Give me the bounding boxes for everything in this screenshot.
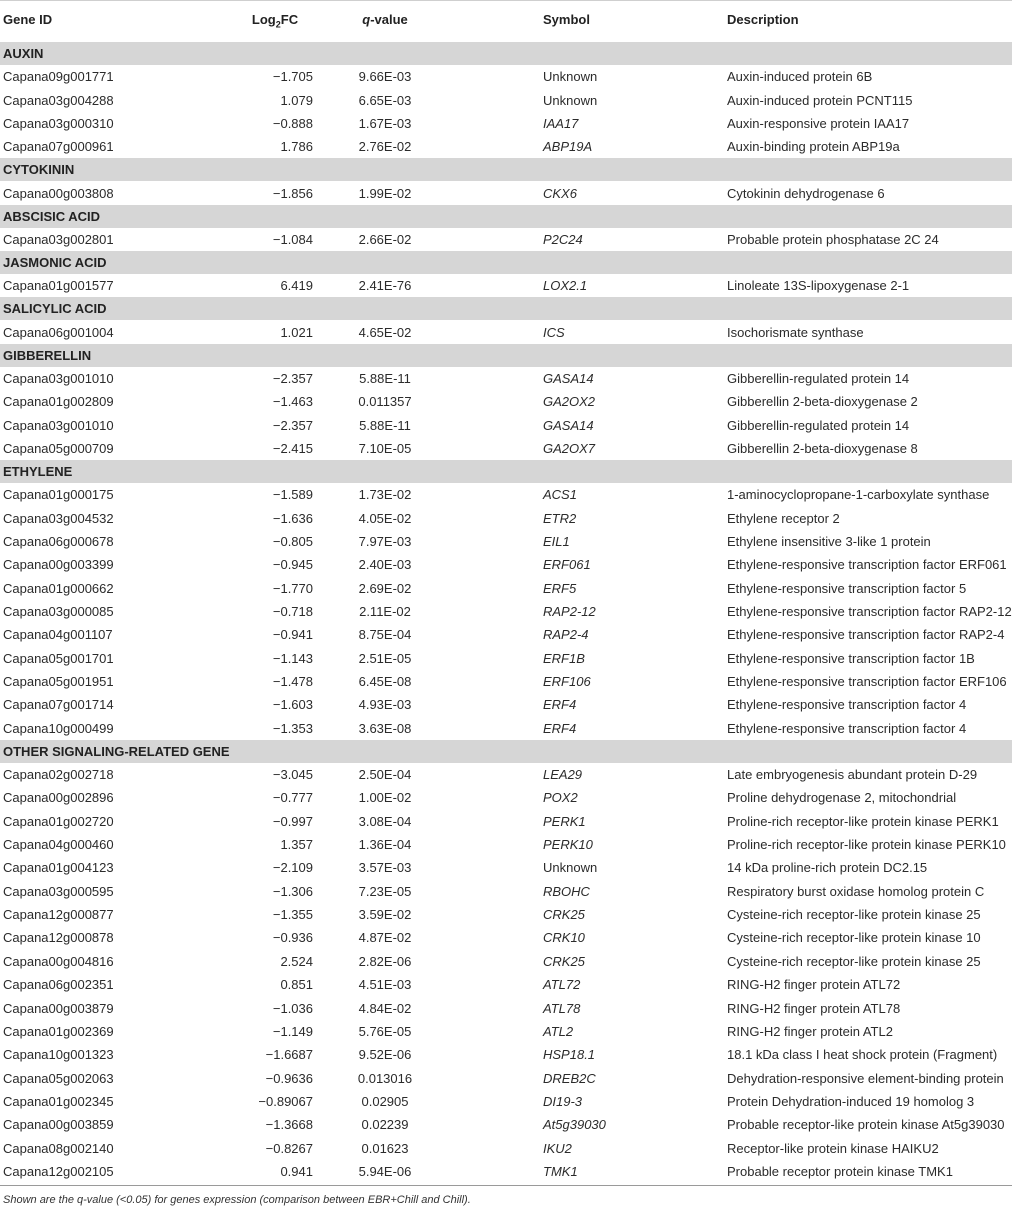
symbol-cell: GASA14 bbox=[543, 370, 594, 386]
symbol-cell: GA2OX2 bbox=[543, 394, 596, 410]
description-cell: Cysteine-rich receptor-like protein kinase 25 bbox=[727, 953, 981, 969]
description-cell: Cysteine-rich receptor-like protein kinase 10 bbox=[727, 930, 981, 946]
qvalue-cell: 4.84E-02 bbox=[358, 1000, 412, 1016]
gene-id-cell: Capana08g002140 bbox=[3, 1140, 114, 1156]
qvalue-cell: 0.02905 bbox=[361, 1093, 409, 1109]
symbol-cell: ATL78 bbox=[543, 1000, 581, 1016]
table-row bbox=[0, 763, 1012, 786]
gene-id-cell: Capana01g000175 bbox=[3, 487, 114, 503]
log2fc-cell: −1.589 bbox=[272, 487, 313, 503]
header-qvalue-suffix: -value bbox=[370, 12, 408, 27]
log2fc-cell: −1.705 bbox=[272, 69, 313, 85]
gene-id-cell: Capana10g001323 bbox=[3, 1047, 114, 1063]
gene-id-cell: Capana03g004288 bbox=[3, 92, 114, 108]
table-row bbox=[0, 1136, 1012, 1159]
description-cell: Probable receptor-like protein kinase At5g39030 bbox=[727, 1117, 1005, 1133]
description-cell: Auxin-binding protein ABP19a bbox=[727, 139, 900, 155]
header-gene-id: Gene ID bbox=[0, 1, 205, 43]
qvalue-cell: 5.94E-06 bbox=[358, 1163, 412, 1179]
table-row bbox=[0, 530, 1012, 553]
section-title: ABSCISIC ACID bbox=[0, 205, 1012, 228]
table-row bbox=[0, 553, 1012, 576]
description-cell: Gibberellin 2-beta-dioxygenase 2 bbox=[727, 394, 918, 410]
gene-id-cell: Capana04g001107 bbox=[3, 627, 113, 643]
table-row bbox=[0, 367, 1012, 390]
description-cell: 14 kDa proline-rich protein DC2.15 bbox=[727, 860, 928, 876]
log2fc-cell: 0.941 bbox=[280, 1163, 313, 1179]
symbol-cell: GA2OX7 bbox=[543, 440, 596, 456]
symbol-cell: ABP19A bbox=[543, 139, 593, 155]
log2fc-cell: 1.079 bbox=[280, 92, 313, 108]
gene-id-cell: Capana03g001010 bbox=[3, 370, 114, 386]
symbol-cell: ERF1B bbox=[543, 650, 585, 666]
description-cell: Probable receptor protein kinase TMK1 bbox=[727, 1163, 953, 1179]
log2fc-cell: −0.8267 bbox=[265, 1140, 313, 1156]
gene-id-cell: Capana10g000499 bbox=[3, 720, 114, 736]
qvalue-cell: 5.88E-11 bbox=[359, 417, 411, 433]
log2fc-cell: −1.036 bbox=[272, 1000, 313, 1016]
description-cell: Ethylene receptor 2 bbox=[727, 510, 840, 526]
gene-id-cell: Capana03g001010 bbox=[3, 417, 114, 433]
log2fc-cell: −1.3668 bbox=[265, 1117, 313, 1133]
table-row bbox=[0, 577, 1012, 600]
log2fc-cell: −1.478 bbox=[272, 674, 313, 690]
symbol-cell: LOX2.1 bbox=[543, 278, 588, 294]
gene-id-cell: Capana05g000709 bbox=[3, 440, 114, 456]
table-row bbox=[0, 1160, 1012, 1183]
symbol-cell: TMK1 bbox=[543, 1163, 578, 1179]
table-row bbox=[0, 274, 1012, 297]
gene-id-cell: Capana00g003859 bbox=[3, 1117, 114, 1133]
symbol-cell: ERF4 bbox=[543, 697, 577, 713]
table-row bbox=[0, 786, 1012, 809]
description-cell: Proline dehydrogenase 2, mitochondrial bbox=[727, 790, 957, 806]
symbol-cell: CKX6 bbox=[543, 185, 577, 201]
table-row bbox=[0, 670, 1012, 693]
description-cell: Late embryogenesis abundant protein D-29 bbox=[727, 767, 978, 783]
description-cell: Ethylene insensitive 3-like 1 protein bbox=[727, 533, 931, 549]
symbol-cell: Unknown bbox=[543, 92, 598, 108]
qvalue-cell: 4.05E-02 bbox=[358, 510, 412, 526]
header-log2fc-sub: 2 bbox=[275, 19, 281, 30]
table-row bbox=[0, 413, 1012, 436]
qvalue-cell: 8.75E-04 bbox=[358, 627, 412, 643]
qvalue-cell: 3.59E-02 bbox=[358, 907, 412, 923]
gene-id-cell: Capana12g000877 bbox=[3, 907, 114, 923]
table-header bbox=[0, 1, 1012, 43]
symbol-cell: DREB2C bbox=[543, 1070, 596, 1086]
symbol-cell: HSP18.1 bbox=[543, 1047, 596, 1063]
log2fc-cell: 0.851 bbox=[280, 977, 313, 993]
description-cell: Ethylene-responsive transcription factor 4 bbox=[727, 697, 967, 713]
table-row bbox=[0, 926, 1012, 949]
table-row bbox=[0, 112, 1012, 135]
qvalue-cell: 2.11E-02 bbox=[359, 604, 411, 620]
qvalue-cell: 7.23E-05 bbox=[358, 883, 412, 899]
symbol-cell: GASA14 bbox=[543, 417, 594, 433]
description-cell: Gibberellin 2-beta-dioxygenase 8 bbox=[727, 440, 918, 456]
symbol-cell: RBOHC bbox=[543, 883, 590, 899]
gene-id-cell: Capana01g002809 bbox=[3, 394, 114, 410]
description-cell: RING-H2 finger protein ATL72 bbox=[727, 977, 901, 993]
symbol-cell: IKU2 bbox=[543, 1140, 572, 1156]
description-cell: Probable protein phosphatase 2C 24 bbox=[727, 231, 939, 247]
log2fc-cell: −1.603 bbox=[272, 697, 313, 713]
gene-id-cell: Capana00g003808 bbox=[3, 185, 114, 201]
qvalue-cell: 3.63E-08 bbox=[358, 720, 412, 736]
symbol-cell: ACS1 bbox=[543, 487, 577, 503]
header-qvalue bbox=[315, 1, 485, 43]
description-cell: Respiratory burst oxidase homolog protein C bbox=[727, 883, 985, 899]
qvalue-cell: 2.69E-02 bbox=[358, 580, 412, 596]
log2fc-cell: −0.805 bbox=[272, 533, 313, 549]
description-cell: Dehydration-responsive element-binding protein bbox=[727, 1070, 1004, 1086]
header-log2fc-suffix: FC bbox=[280, 12, 299, 27]
symbol-cell: CRK10 bbox=[543, 930, 585, 946]
log2fc-cell: −0.945 bbox=[272, 557, 313, 573]
symbol-cell: ETR2 bbox=[543, 510, 577, 526]
qvalue-cell: 2.66E-02 bbox=[358, 231, 412, 247]
section-header-row bbox=[0, 740, 1012, 763]
qvalue-cell: 4.93E-03 bbox=[358, 697, 412, 713]
log2fc-cell: −1.306 bbox=[272, 883, 313, 899]
symbol-cell: IAA17 bbox=[543, 115, 579, 131]
section-title: JASMONIC ACID bbox=[0, 251, 1012, 274]
qvalue-cell: 4.65E-02 bbox=[358, 324, 412, 340]
symbol-cell: LEA29 bbox=[543, 767, 583, 783]
gene-id-cell: Capana03g000595 bbox=[3, 883, 114, 899]
log2fc-cell: −0.888 bbox=[272, 115, 313, 131]
description-cell: Ethylene-responsive transcription factor ERF106 bbox=[727, 674, 1007, 690]
header-qvalue-q: q bbox=[362, 12, 371, 27]
table-row bbox=[0, 810, 1012, 833]
table-row bbox=[0, 483, 1012, 506]
qvalue-cell: 6.65E-03 bbox=[358, 92, 412, 108]
qvalue-cell: 7.10E-05 bbox=[358, 440, 412, 456]
table-row bbox=[0, 996, 1012, 1019]
table-row bbox=[0, 390, 1012, 413]
table-row bbox=[0, 950, 1012, 973]
gene-id-cell: Capana03g000310 bbox=[3, 115, 114, 131]
table-row bbox=[0, 623, 1012, 646]
description-cell: RING-H2 finger protein ATL2 bbox=[727, 1023, 893, 1039]
gene-id-cell: Capana06g001004 bbox=[3, 324, 114, 340]
gene-id-cell: Capana01g001577 bbox=[3, 278, 114, 294]
log2fc-cell: −1.084 bbox=[272, 231, 313, 247]
log2fc-cell: −0.777 bbox=[272, 790, 313, 806]
description-cell: Ethylene-responsive transcription factor 4 bbox=[727, 720, 967, 736]
symbol-cell: At5g39030 bbox=[543, 1117, 606, 1133]
section-title: ETHYLENE bbox=[0, 460, 1012, 483]
description-cell: Ethylene-responsive transcription factor RAP2-4 bbox=[727, 627, 1005, 643]
description-cell: RING-H2 finger protein ATL78 bbox=[727, 1000, 901, 1016]
symbol-cell: ICS bbox=[543, 324, 565, 340]
symbol-cell: ATL72 bbox=[543, 977, 581, 993]
log2fc-cell: −0.936 bbox=[272, 930, 313, 946]
log2fc-cell: −0.941 bbox=[272, 627, 313, 643]
table-row bbox=[0, 1066, 1012, 1089]
section-header-row bbox=[0, 251, 1012, 274]
description-cell: Gibberellin-regulated protein 14 bbox=[727, 417, 910, 433]
qvalue-cell: 1.73E-02 bbox=[358, 487, 412, 503]
gene-id-cell: Capana02g002718 bbox=[3, 767, 114, 783]
qvalue-cell: 0.011357 bbox=[358, 394, 412, 410]
qvalue-cell: 0.02239 bbox=[361, 1117, 409, 1133]
symbol-cell: Unknown bbox=[543, 69, 598, 85]
gene-id-cell: Capana00g004816 bbox=[3, 953, 114, 969]
gene-id-cell: Capana12g000878 bbox=[3, 930, 114, 946]
log2fc-cell: −1.463 bbox=[272, 394, 313, 410]
table-row bbox=[0, 973, 1012, 996]
section-header-row bbox=[0, 158, 1012, 181]
qvalue-cell: 0.013016 bbox=[357, 1070, 413, 1086]
section-title: OTHER SIGNALING-RELATED GENE bbox=[0, 740, 1012, 763]
symbol-cell: ATL2 bbox=[543, 1023, 574, 1039]
description-cell: Ethylene-responsive transcription factor 5 bbox=[727, 580, 967, 596]
log2fc-cell: 1.357 bbox=[280, 837, 313, 853]
symbol-cell: ERF4 bbox=[543, 720, 577, 736]
gene-id-cell: Capana07g001714 bbox=[3, 697, 114, 713]
description-cell: Cytokinin dehydrogenase 6 bbox=[727, 185, 885, 201]
qvalue-cell: 4.87E-02 bbox=[358, 930, 412, 946]
qvalue-cell: 7.97E-03 bbox=[358, 533, 412, 549]
symbol-cell: DI19-3 bbox=[543, 1093, 583, 1109]
description-cell: 18.1 kDa class I heat shock protein (Fragment) bbox=[727, 1047, 998, 1063]
table-row bbox=[0, 437, 1012, 460]
table-row bbox=[0, 903, 1012, 926]
qvalue-cell: 1.36E-04 bbox=[358, 837, 412, 853]
gene-id-cell: Capana09g001771 bbox=[3, 69, 114, 85]
log2fc-cell: −1.353 bbox=[272, 720, 313, 736]
section-header-row bbox=[0, 205, 1012, 228]
description-cell: Linoleate 13S-lipoxygenase 2-1 bbox=[727, 278, 910, 294]
symbol-cell: ERF106 bbox=[543, 674, 591, 690]
log2fc-cell: −2.357 bbox=[272, 370, 313, 386]
qvalue-cell: 2.76E-02 bbox=[358, 139, 412, 155]
table-row bbox=[0, 506, 1012, 529]
qvalue-cell: 4.51E-03 bbox=[358, 977, 412, 993]
gene-id-cell: Capana01g002369 bbox=[3, 1023, 114, 1039]
qvalue-cell: 5.88E-11 bbox=[359, 370, 411, 386]
table-row bbox=[0, 600, 1012, 623]
description-cell: Ethylene-responsive transcription factor ERF061 bbox=[727, 557, 1007, 573]
log2fc-cell: 1.786 bbox=[280, 139, 313, 155]
table-row bbox=[0, 135, 1012, 158]
symbol-cell: ERF5 bbox=[543, 580, 577, 596]
log2fc-cell: −1.636 bbox=[272, 510, 313, 526]
gene-id-cell: Capana01g000662 bbox=[3, 580, 114, 596]
symbol-cell: RAP2-4 bbox=[543, 627, 589, 643]
table-footnote: Shown are the q-value (<0.05) for genes expression (comparison between EBR+Chill and Chill). bbox=[0, 1185, 1012, 1206]
table-row bbox=[0, 1090, 1012, 1113]
symbol-cell: P2C24 bbox=[543, 231, 583, 247]
table-row bbox=[0, 228, 1012, 251]
log2fc-cell: −0.997 bbox=[272, 813, 313, 829]
description-cell: Receptor-like protein kinase HAIKU2 bbox=[727, 1140, 939, 1156]
symbol-cell: POX2 bbox=[543, 790, 578, 806]
log2fc-cell: −1.770 bbox=[272, 580, 313, 596]
log2fc-cell: −1.355 bbox=[272, 907, 313, 923]
section-title: GIBBERELLIN bbox=[0, 344, 1012, 367]
table-row bbox=[0, 65, 1012, 88]
symbol-cell: PERK10 bbox=[543, 837, 593, 853]
gene-id-cell: Capana07g000961 bbox=[3, 139, 114, 155]
description-cell: Auxin-responsive protein IAA17 bbox=[727, 115, 910, 131]
table-row bbox=[0, 1043, 1012, 1066]
section-title: SALICYLIC ACID bbox=[0, 297, 1012, 320]
description-cell: Isochorismate synthase bbox=[727, 324, 864, 340]
section-header-row bbox=[0, 297, 1012, 320]
log2fc-cell: 2.524 bbox=[280, 953, 313, 969]
symbol-cell: EIL1 bbox=[543, 533, 570, 549]
section-title: AUXIN bbox=[0, 42, 1012, 65]
qvalue-cell: 9.66E-03 bbox=[358, 69, 412, 85]
log2fc-cell: −2.357 bbox=[272, 417, 313, 433]
table-row bbox=[0, 647, 1012, 670]
description-cell: Proline-rich receptor-like protein kinase PERK1 bbox=[727, 813, 999, 829]
gene-id-cell: Capana03g004532 bbox=[3, 510, 114, 526]
description-cell: Ethylene-responsive transcription factor 1B bbox=[727, 650, 975, 666]
table-row bbox=[0, 181, 1012, 204]
gene-id-cell: Capana00g003879 bbox=[3, 1000, 114, 1016]
description-cell: Auxin-induced protein PCNT115 bbox=[727, 92, 913, 108]
header-description: Description bbox=[715, 1, 1012, 43]
section-header-row bbox=[0, 42, 1012, 65]
description-cell: Protein Dehydration-induced 19 homolog 3 bbox=[727, 1093, 975, 1109]
gene-id-cell: Capana05g001701 bbox=[3, 650, 114, 666]
log2fc-cell: −0.718 bbox=[272, 604, 313, 620]
gene-id-cell: Capana03g002801 bbox=[3, 231, 114, 247]
log2fc-cell: −0.9636 bbox=[265, 1070, 313, 1086]
header-row bbox=[0, 1, 1012, 43]
log2fc-cell: −2.109 bbox=[272, 860, 313, 876]
header-log2fc-base: Log bbox=[251, 12, 276, 27]
description-cell: 1-aminocyclopropane-1-carboxylate synthase bbox=[727, 487, 990, 503]
table-row bbox=[0, 833, 1012, 856]
qvalue-cell: 1.67E-03 bbox=[358, 115, 412, 131]
table-row bbox=[0, 88, 1012, 111]
gene-id-cell: Capana12g002105 bbox=[3, 1163, 114, 1179]
qvalue-cell: 9.52E-06 bbox=[358, 1047, 412, 1063]
table-row bbox=[0, 693, 1012, 716]
table-row bbox=[0, 880, 1012, 903]
qvalue-cell: 2.40E-03 bbox=[358, 557, 412, 573]
log2fc-cell: −1.149 bbox=[272, 1023, 313, 1039]
qvalue-cell: 2.41E-76 bbox=[358, 278, 412, 294]
symbol-cell: PERK1 bbox=[543, 813, 586, 829]
log2fc-cell: 6.419 bbox=[280, 278, 313, 294]
description-cell: Cysteine-rich receptor-like protein kinase 25 bbox=[727, 907, 981, 923]
section-header-row bbox=[0, 344, 1012, 367]
gene-id-cell: Capana03g000085 bbox=[3, 604, 114, 620]
table-row bbox=[0, 1020, 1012, 1043]
description-cell: Proline-rich receptor-like protein kinase PERK10 bbox=[727, 837, 1006, 853]
qvalue-cell: 1.00E-02 bbox=[358, 790, 412, 806]
symbol-cell: ERF061 bbox=[543, 557, 591, 573]
gene-id-cell: Capana00g003399 bbox=[3, 557, 114, 573]
gene-id-cell: Capana00g002896 bbox=[3, 790, 114, 806]
table-row bbox=[0, 320, 1012, 343]
description-cell: Ethylene-responsive transcription factor RAP2-12 bbox=[727, 604, 1012, 620]
qvalue-cell: 1.99E-02 bbox=[358, 185, 412, 201]
qvalue-cell: 2.50E-04 bbox=[358, 767, 412, 783]
description-cell: Gibberellin-regulated protein 14 bbox=[727, 370, 910, 386]
header-symbol: Symbol bbox=[485, 1, 715, 43]
log2fc-cell: −1.143 bbox=[272, 650, 313, 666]
log2fc-cell: −2.415 bbox=[272, 440, 313, 456]
table-row bbox=[0, 1113, 1012, 1136]
log2fc-cell: −1.856 bbox=[272, 185, 313, 201]
table-row bbox=[0, 856, 1012, 879]
qvalue-cell: 6.45E-08 bbox=[358, 674, 412, 690]
symbol-cell: Unknown bbox=[543, 860, 598, 876]
qvalue-cell: 0.01623 bbox=[361, 1140, 409, 1156]
qvalue-cell: 3.57E-03 bbox=[358, 860, 412, 876]
log2fc-cell: 1.021 bbox=[280, 324, 313, 340]
gene-id-cell: Capana04g000460 bbox=[3, 837, 114, 853]
gene-id-cell: Capana01g004123 bbox=[3, 860, 114, 876]
qvalue-cell: 2.51E-05 bbox=[358, 650, 412, 666]
description-cell: Auxin-induced protein 6B bbox=[727, 69, 873, 85]
section-header-row bbox=[0, 460, 1012, 483]
gene-id-cell: Capana01g002345 bbox=[3, 1093, 114, 1109]
gene-id-cell: Capana01g002720 bbox=[3, 813, 114, 829]
section-title: CYTOKININ bbox=[0, 158, 1012, 181]
gene-id-cell: Capana05g002063 bbox=[3, 1070, 114, 1086]
qvalue-cell: 2.82E-06 bbox=[358, 953, 412, 969]
symbol-cell: CRK25 bbox=[543, 907, 585, 923]
qvalue-cell: 3.08E-04 bbox=[358, 813, 412, 829]
symbol-cell: CRK25 bbox=[543, 953, 585, 969]
gene-id-cell: Capana06g000678 bbox=[3, 533, 114, 549]
qvalue-cell: 5.76E-05 bbox=[358, 1023, 412, 1039]
header-log2fc bbox=[205, 1, 315, 43]
table-row bbox=[0, 717, 1012, 740]
symbol-cell: RAP2-12 bbox=[543, 604, 596, 620]
log2fc-cell: −1.6687 bbox=[265, 1047, 313, 1063]
gene-id-cell: Capana05g001951 bbox=[3, 674, 114, 690]
table-body bbox=[0, 42, 1012, 1183]
log2fc-cell: −0.89067 bbox=[258, 1093, 313, 1109]
gene-id-cell: Capana06g002351 bbox=[3, 977, 114, 993]
log2fc-cell: −3.045 bbox=[272, 767, 313, 783]
